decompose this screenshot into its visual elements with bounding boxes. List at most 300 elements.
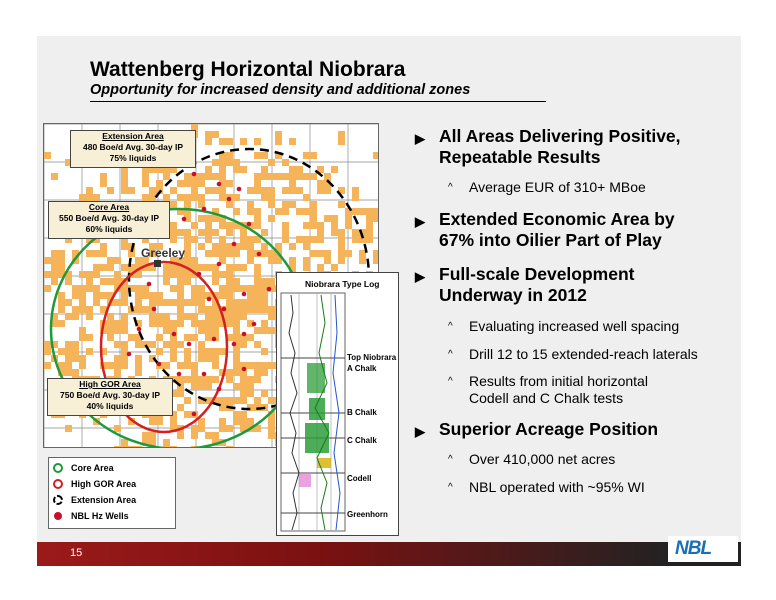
acreage-block [135, 292, 142, 299]
acreage-block [142, 292, 149, 299]
acreage-block [79, 362, 86, 369]
core-area-callout [48, 201, 170, 239]
acreage-block [100, 180, 107, 187]
niobrara-type-log [276, 272, 399, 536]
acreage-block [296, 173, 303, 180]
acreage-block [310, 152, 317, 159]
core-area-liquids: 60% liquids [85, 224, 133, 234]
acreage-block [107, 313, 114, 320]
acreage-block [219, 173, 226, 180]
acreage-block [184, 299, 191, 306]
acreage-block [317, 264, 324, 271]
acreage-block [226, 369, 233, 376]
acreage-block [65, 425, 72, 432]
acreage-block [268, 397, 275, 404]
acreage-block [261, 299, 268, 306]
acreage-block [163, 313, 170, 320]
acreage-block [184, 376, 191, 383]
acreage-block [100, 243, 107, 250]
acreage-block [114, 327, 121, 334]
nbl-hz-well [202, 372, 207, 377]
acreage-block [296, 166, 303, 173]
acreage-block [338, 201, 345, 208]
acreage-block [240, 411, 247, 418]
acreage-block [219, 271, 226, 278]
acreage-block [198, 355, 205, 362]
acreage-block [184, 229, 191, 236]
acreage-block [282, 159, 289, 166]
greeley-marker-icon [154, 260, 161, 267]
acreage-block [100, 264, 107, 271]
acreage-block [205, 250, 212, 257]
acreage-block [156, 334, 163, 341]
acreage-block [65, 278, 72, 285]
acreage-block [163, 173, 170, 180]
acreage-block [233, 278, 240, 285]
acreage-block [205, 131, 212, 138]
acreage-block [226, 180, 233, 187]
acreage-block [205, 376, 212, 383]
type-log-curves [277, 273, 398, 535]
acreage-block [282, 187, 289, 194]
acreage-block [261, 292, 268, 299]
acreage-block [310, 201, 317, 208]
nbl-hz-well [177, 372, 182, 377]
acreage-block [282, 208, 289, 215]
acreage-block [177, 271, 184, 278]
acreage-block [212, 432, 219, 439]
acreage-block [310, 173, 317, 180]
acreage-block [240, 376, 247, 383]
acreage-block [163, 341, 170, 348]
acreage-block [121, 327, 128, 334]
sub-bullet-results-text: Results from initial horizontal [469, 373, 648, 389]
acreage-block [205, 236, 212, 243]
acreage-block [331, 264, 338, 271]
bullet-arrow-icon: ▶ [415, 131, 425, 146]
acreage-block [289, 138, 296, 145]
acreage-block [191, 180, 198, 187]
sub-bullet-mark-icon: ^ [448, 349, 453, 360]
acreage-block [156, 313, 163, 320]
acreage-block [163, 278, 170, 285]
acreage-block [93, 264, 100, 271]
acreage-block [296, 208, 303, 215]
acreage-block [261, 166, 268, 173]
acreage-block [226, 222, 233, 229]
acreage-block [240, 383, 247, 390]
high-gor-area-liquids: 40% liquids [86, 401, 134, 411]
acreage-block [184, 257, 191, 264]
acreage-block [366, 229, 373, 236]
acreage-block [226, 138, 233, 145]
acreage-block [338, 236, 345, 243]
nbl-hz-well [192, 412, 197, 417]
acreage-block [254, 138, 261, 145]
acreage-block [226, 264, 233, 271]
sub-bullet-acres-text: Over 410,000 net acres [469, 451, 616, 467]
acreage-block [191, 362, 198, 369]
acreage-block [345, 250, 352, 257]
acreage-block [191, 376, 198, 383]
high-gor-area-callout [47, 378, 173, 416]
acreage-block [233, 369, 240, 376]
acreage-block [212, 320, 219, 327]
acreage-block [156, 180, 163, 187]
acreage-block [219, 348, 226, 355]
acreage-block [149, 341, 156, 348]
acreage-block [268, 187, 275, 194]
acreage-block [205, 320, 212, 327]
acreage-block [86, 271, 93, 278]
acreage-block [184, 173, 191, 180]
acreage-block [170, 355, 177, 362]
acreage-block [114, 369, 121, 376]
acreage-block [219, 285, 226, 292]
greeley-label: Greeley [141, 246, 186, 260]
core-area-ip: 550 Boe/d Avg. 30-day IP [59, 213, 159, 223]
nbl-hz-well [137, 327, 142, 332]
acreage-block [79, 285, 86, 292]
acreage-block [226, 278, 233, 285]
acreage-block [128, 334, 135, 341]
bullet-extended-line1: Extended Economic Area by [439, 209, 675, 229]
acreage-block [219, 292, 226, 299]
acreage-block [296, 187, 303, 194]
nbl-hz-well [242, 332, 247, 337]
acreage-block [86, 348, 93, 355]
acreage-block [254, 173, 261, 180]
sub-bullet-results-text2: Codell and C Chalk tests [469, 390, 624, 406]
acreage-block [51, 278, 58, 285]
acreage-block [268, 278, 275, 285]
acreage-block [191, 187, 198, 194]
acreage-block [282, 201, 289, 208]
acreage-block [51, 257, 58, 264]
acreage-block [254, 215, 261, 222]
acreage-block [170, 299, 177, 306]
acreage-block [219, 159, 226, 166]
bullet-development-line2: Underway in 2012 [439, 285, 587, 305]
nbl-logo [668, 536, 738, 562]
acreage-block [58, 292, 65, 299]
acreage-block [72, 292, 79, 299]
acreage-block [233, 355, 240, 362]
acreage-block [205, 187, 212, 194]
acreage-block [100, 292, 107, 299]
acreage-block [93, 271, 100, 278]
acreage-block [79, 327, 86, 334]
acreage-block [72, 369, 79, 376]
acreage-block [44, 257, 51, 264]
acreage-block [86, 306, 93, 313]
acreage-block [79, 306, 86, 313]
acreage-block [352, 194, 359, 201]
nbl-hz-well [232, 342, 237, 347]
acreage-block [205, 215, 212, 222]
acreage-block [93, 292, 100, 299]
acreage-block [254, 278, 261, 285]
nbl-hz-well [182, 217, 187, 222]
acreage-block [198, 243, 205, 250]
nbl-hz-well [157, 362, 162, 367]
acreage-block [107, 320, 114, 327]
acreage-block [219, 187, 226, 194]
acreage-block [247, 390, 254, 397]
acreage-block [268, 306, 275, 313]
acreage-block [184, 411, 191, 418]
nbl-hz-well [237, 187, 242, 192]
acreage-block [177, 278, 184, 285]
acreage-block [212, 187, 219, 194]
acreage-block [198, 376, 205, 383]
acreage-block [240, 236, 247, 243]
acreage-block [212, 250, 219, 257]
acreage-block [72, 313, 79, 320]
nbl-hz-well [247, 222, 252, 227]
acreage-block [310, 236, 317, 243]
acreage-block [240, 138, 247, 145]
acreage-block [212, 327, 219, 334]
acreage-block [268, 432, 275, 439]
acreage-block [373, 250, 378, 257]
acreage-block [142, 173, 149, 180]
acreage-block [184, 201, 191, 208]
acreage-block [79, 292, 86, 299]
acreage-block [219, 243, 226, 250]
acreage-block [114, 446, 121, 447]
nbl-hz-well [242, 292, 247, 297]
acreage-block [65, 341, 72, 348]
acreage-block [268, 250, 275, 257]
acreage-block [44, 341, 51, 348]
acreage-block [184, 194, 191, 201]
acreage-block [79, 334, 86, 341]
acreage-block [226, 299, 233, 306]
acreage-block [219, 236, 226, 243]
acreage-block [170, 236, 177, 243]
nbl-hz-well [227, 197, 232, 202]
acreage-block [149, 292, 156, 299]
acreage-block [191, 425, 198, 432]
acreage-block [303, 194, 310, 201]
legend-extension-label: Extension Area [71, 495, 137, 505]
bullet-acreage-line1: Superior Acreage Position [439, 419, 659, 439]
acreage-block [247, 292, 254, 299]
acreage-block [72, 355, 79, 362]
acreage-block [93, 250, 100, 257]
acreage-block [135, 355, 142, 362]
acreage-block [212, 173, 219, 180]
nbl-hz-well [197, 272, 202, 277]
acreage-block [72, 348, 79, 355]
acreage-block [191, 285, 198, 292]
acreage-block [86, 250, 93, 257]
acreage-block [58, 320, 65, 327]
acreage-block [198, 180, 205, 187]
type-log-c-chalk: C Chalk [347, 436, 377, 445]
acreage-block [282, 222, 289, 229]
acreage-block [219, 425, 226, 432]
acreage-block [289, 187, 296, 194]
acreage-block [233, 411, 240, 418]
acreage-block [317, 236, 324, 243]
acreage-block [205, 313, 212, 320]
acreage-block [198, 229, 205, 236]
acreage-block [331, 215, 338, 222]
acreage-block [268, 418, 275, 425]
acreage-block [282, 229, 289, 236]
acreage-block [254, 327, 261, 334]
acreage-block [128, 446, 135, 447]
acreage-block [324, 257, 331, 264]
acreage-block [170, 264, 177, 271]
acreage-block [352, 187, 359, 194]
acreage-block [247, 187, 254, 194]
acreage-block [114, 299, 121, 306]
acreage-block [198, 194, 205, 201]
acreage-block [170, 229, 177, 236]
acreage-block [233, 194, 240, 201]
acreage-block [289, 166, 296, 173]
acreage-block [254, 299, 261, 306]
acreage-block [205, 138, 212, 145]
acreage-block [317, 250, 324, 257]
acreage-block [268, 425, 275, 432]
acreage-block [303, 173, 310, 180]
acreage-block [184, 313, 191, 320]
bullet-results-line1: All Areas Delivering Positive, [439, 126, 681, 146]
acreage-block [303, 236, 310, 243]
acreage-block [205, 432, 212, 439]
acreage-block [247, 383, 254, 390]
acreage-block [240, 390, 247, 397]
acreage-block [114, 320, 121, 327]
acreage-block [268, 257, 275, 264]
acreage-block [198, 348, 205, 355]
acreage-block [51, 271, 58, 278]
acreage-block [219, 250, 226, 257]
acreage-block [149, 432, 156, 439]
acreage-block [261, 362, 268, 369]
acreage-block [240, 285, 247, 292]
acreage-block [184, 278, 191, 285]
acreage-block [254, 264, 261, 271]
acreage-block [205, 222, 212, 229]
nbl-hz-well [152, 307, 157, 312]
title-divider [90, 101, 546, 102]
acreage-block [275, 131, 282, 138]
acreage-block [261, 229, 268, 236]
acreage-block [205, 334, 212, 341]
bullet-arrow-icon: ▶ [415, 269, 425, 284]
nbl-hz-well [127, 352, 132, 357]
extension-dashed-circle-icon [53, 495, 63, 505]
acreage-block [268, 194, 275, 201]
acreage-block [191, 334, 198, 341]
acreage-block [373, 257, 378, 264]
acreage-block [100, 173, 107, 180]
acreage-block [303, 152, 310, 159]
acreage-block [254, 292, 261, 299]
acreage-block [254, 285, 261, 292]
sub-bullet-mark-icon: ^ [448, 182, 453, 193]
acreage-block [233, 285, 240, 292]
acreage-block [86, 278, 93, 285]
acreage-block [51, 173, 58, 180]
acreage-block [184, 397, 191, 404]
sub-bullet-mark-icon: ^ [448, 376, 453, 387]
acreage-block [86, 187, 93, 194]
acreage-block [296, 236, 303, 243]
map-legend [48, 457, 176, 529]
acreage-block [212, 348, 219, 355]
acreage-block [107, 187, 114, 194]
acreage-block [163, 271, 170, 278]
acreage-block [212, 229, 219, 236]
acreage-block [177, 404, 184, 411]
acreage-block [58, 257, 65, 264]
acreage-block [177, 229, 184, 236]
acreage-block [261, 243, 268, 250]
acreage-block [44, 152, 51, 159]
acreage-block [184, 243, 191, 250]
acreage-block [107, 264, 114, 271]
acreage-block [121, 313, 128, 320]
acreage-block [254, 180, 261, 187]
acreage-block [114, 271, 121, 278]
acreage-block [247, 243, 254, 250]
high-gor-area-ip: 750 Boe/d Avg. 30-day IP [60, 390, 160, 400]
page-number: 15 [70, 547, 83, 559]
acreage-block [58, 306, 65, 313]
type-log-top-niobrara: Top Niobrara [347, 353, 397, 362]
sub-bullet-mark-icon: ^ [448, 482, 453, 493]
acreage-block [233, 418, 240, 425]
acreage-block [170, 446, 177, 447]
acreage-block [121, 299, 128, 306]
acreage-block [352, 208, 359, 215]
acreage-block [177, 194, 184, 201]
sub-bullet-mark-icon: ^ [448, 321, 453, 332]
legend-core-area-label: Core Area [71, 463, 114, 473]
acreage-block [247, 334, 254, 341]
acreage-block [226, 320, 233, 327]
acreage-block [233, 362, 240, 369]
acreage-block [338, 257, 345, 264]
acreage-block [268, 362, 275, 369]
acreage-block [275, 138, 282, 145]
acreage-block [359, 208, 366, 215]
acreage-block [254, 187, 261, 194]
acreage-block [219, 194, 226, 201]
acreage-block [226, 425, 233, 432]
acreage-block [254, 376, 261, 383]
acreage-block [261, 306, 268, 313]
acreage-block [142, 194, 149, 201]
high-gor-area-heading: High GOR Area [79, 379, 141, 389]
acreage-block [247, 376, 254, 383]
acreage-block [65, 313, 72, 320]
type-log-greenhorn: Greenhorn [347, 510, 388, 519]
acreage-block [149, 299, 156, 306]
acreage-block [212, 215, 219, 222]
acreage-block [86, 194, 93, 201]
acreage-block [205, 383, 212, 390]
acreage-block [135, 285, 142, 292]
acreage-block [254, 362, 261, 369]
acreage-block [198, 383, 205, 390]
